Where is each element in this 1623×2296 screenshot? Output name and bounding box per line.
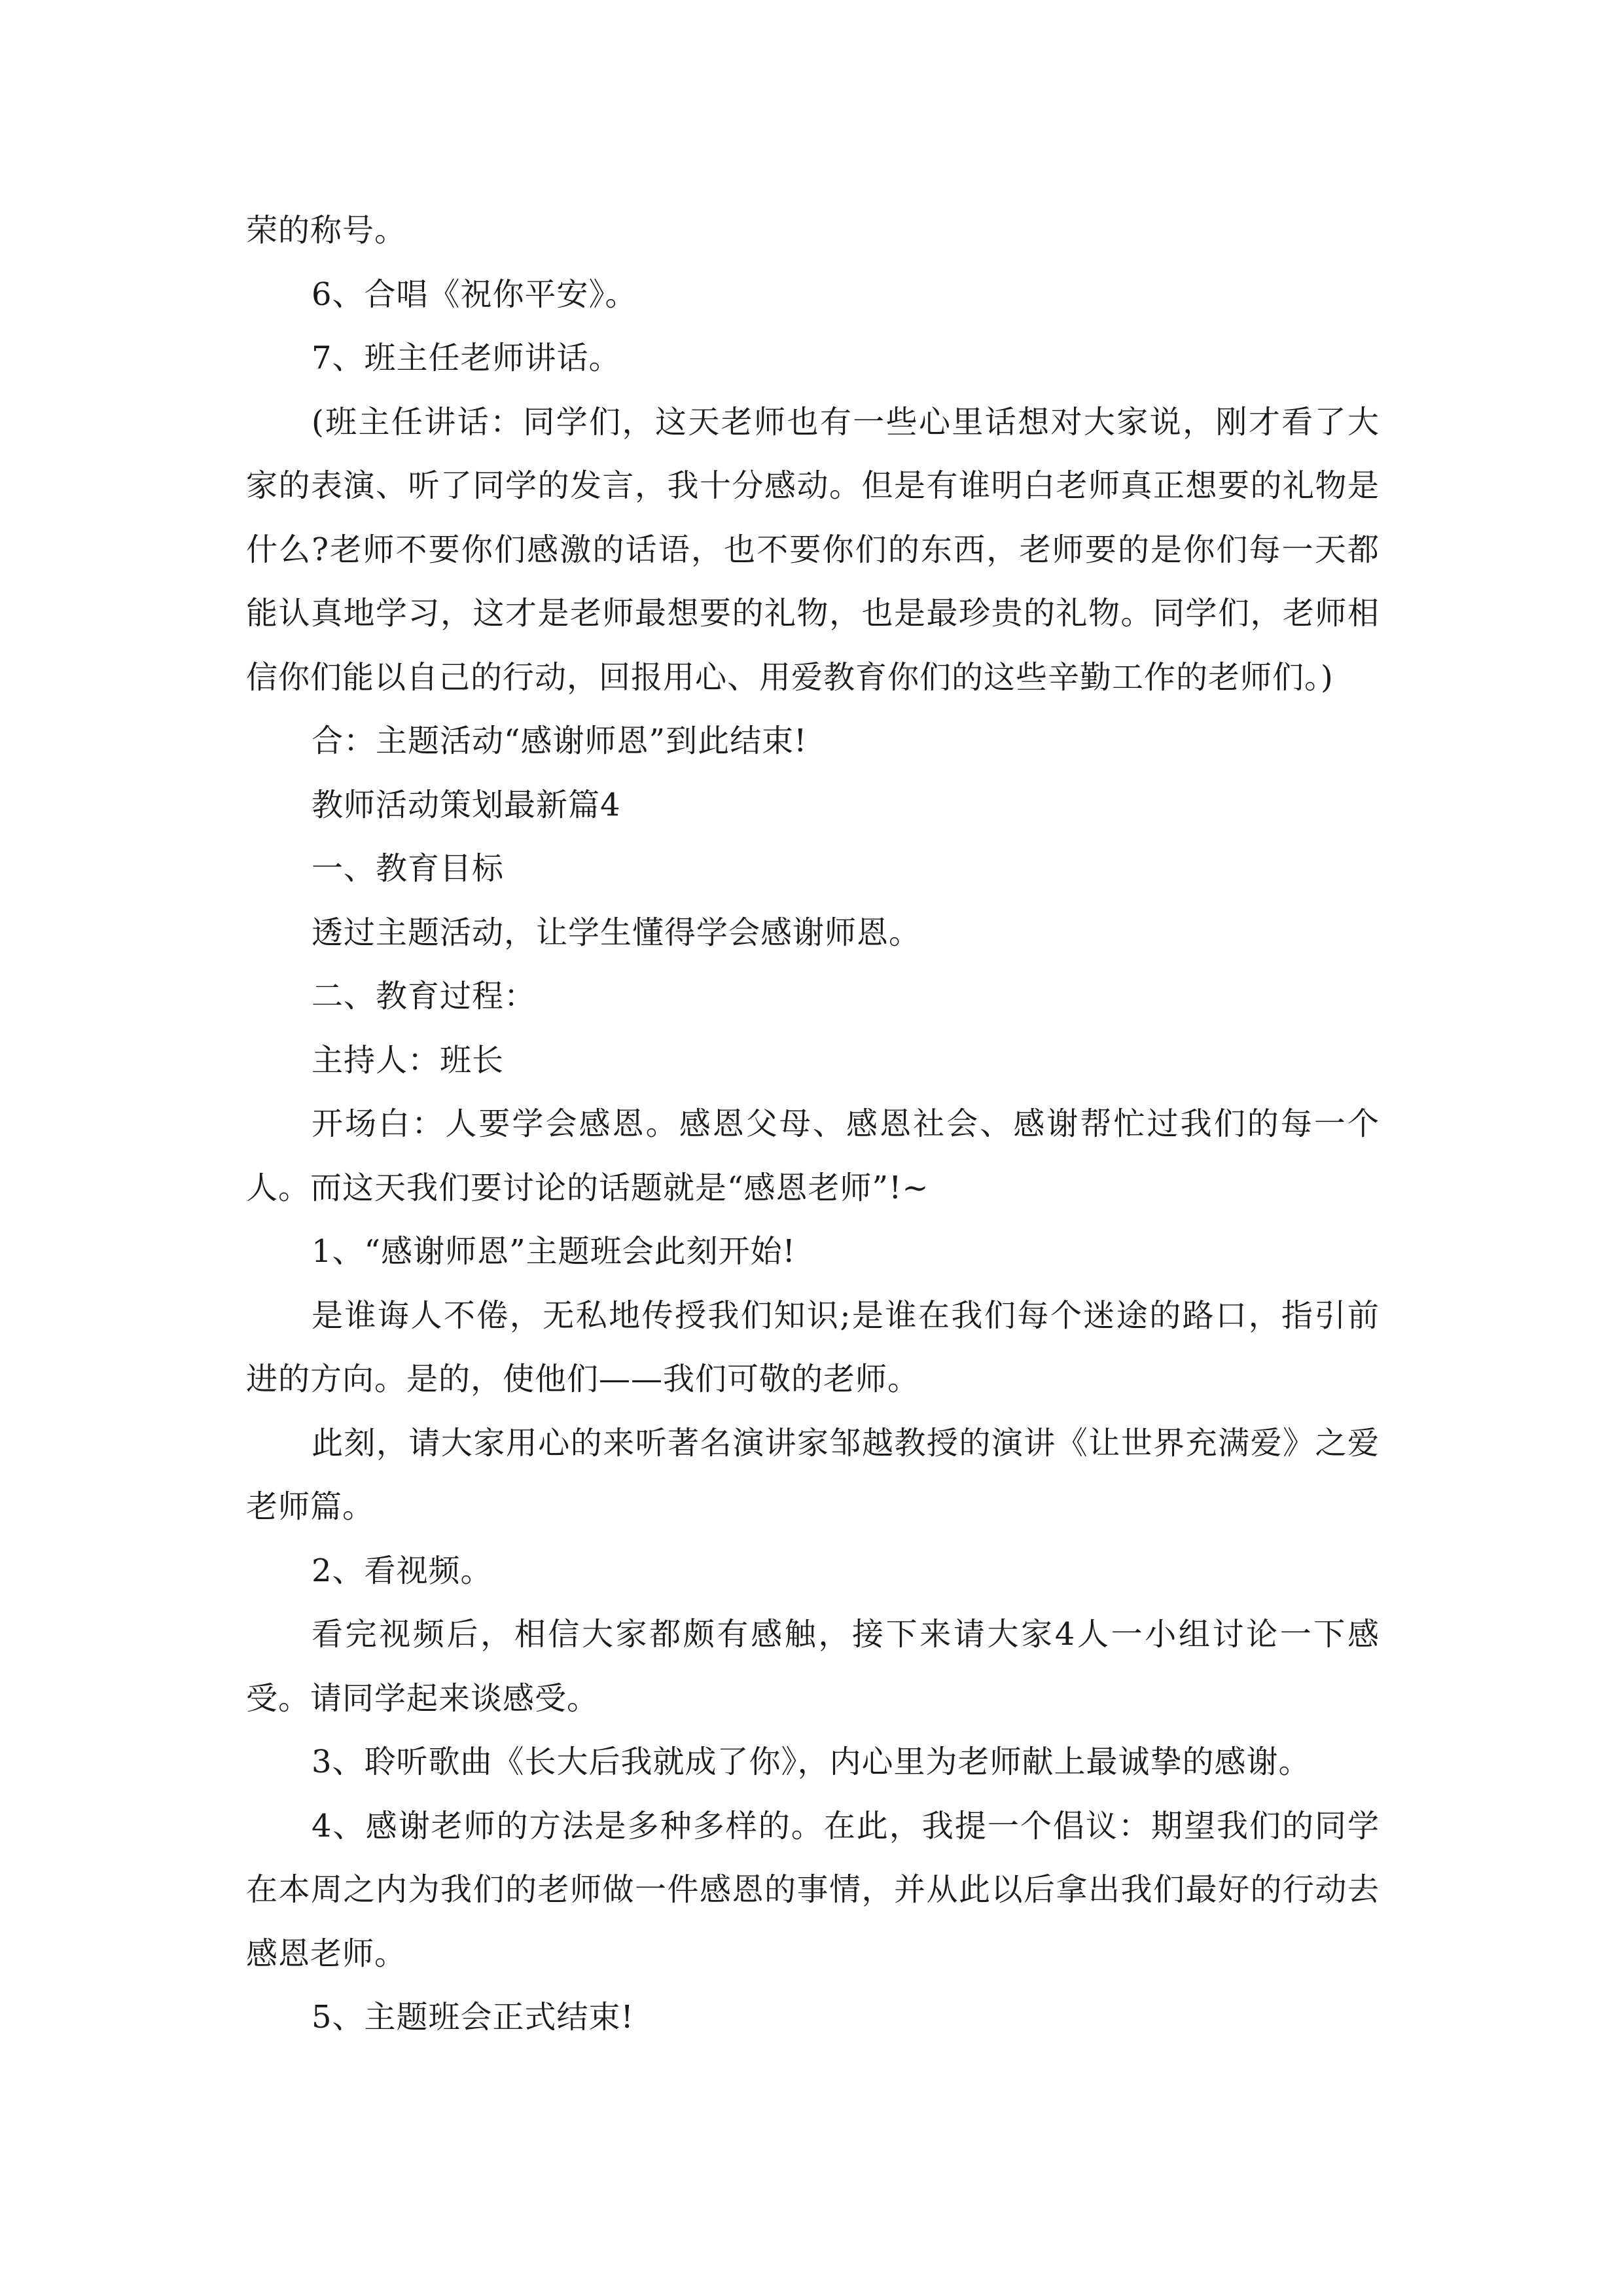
paragraph-8: 透过主题活动，让学生懂得学会感谢师恩。	[312, 914, 921, 951]
paragraph-17: 3、聆听歌曲《长大后我就成了你》，内心里为老师献上最诚挚的感谢。	[312, 1744, 1311, 1780]
paragraph-12: 1、“感谢师恩”主题班会此刻开始!	[312, 1233, 796, 1270]
paragraph-2: 6、合唱《祝你平安》。	[312, 276, 637, 313]
paragraph-1: 荣的称号。	[246, 212, 407, 249]
paragraph-15: 2、看视频。	[312, 1552, 493, 1589]
paragraph-11: 开场白：人要学会感恩。感恩父母、感恩社会、感谢帮忙过我们的每一个人。而这天我们要讨论的话题就是“感恩老师”!~	[246, 1105, 1380, 1206]
paragraph-7: 一、教育目标	[312, 850, 505, 887]
section-heading: 教师活动策划最新篇4	[312, 786, 621, 823]
paragraph-13: 是谁诲人不倦，无私地传授我们知识;是谁在我们每个迷途的路口，指引前进的方向。是的，使他们——我们可敬的老师。	[246, 1297, 1380, 1397]
paragraph-4: (班主任讲话：同学们，这天老师也有一些心里话想对大家说，刚才看了大家的表演、听了同学的发言，我十分感动。但是有谁明白老师真正想要的礼物是什么?老师不要你们感激的话语，也不要你们的东西，老师要的是你们每一天都能认真地学习，这才是老师最想要的礼物，也是最珍贵的礼物。同学们，老师相信你们能以自己的行动，回报用心、用爱教育你们的这些辛勤工作的老师们。)	[246, 403, 1380, 696]
paragraph-5: 合：主题活动“感谢师恩”到此结束!	[312, 723, 808, 759]
paragraph-10: 主持人：班长	[312, 1041, 505, 1079]
paragraph-3: 7、班主任老师讲话。	[312, 340, 621, 376]
paragraph-16: 看完视频后，相信大家都颇有感触，接下来请大家4人一小组讨论一下感受。请同学起来谈感受。	[246, 1616, 1380, 1717]
document-body	[246, 199, 1380, 2050]
paragraph-19: 5、主题班会正式结束!	[312, 1999, 634, 2036]
paragraph-9: 二、教育过程：	[312, 978, 537, 1014]
paragraph-14: 此刻，请大家用心的来听著名演讲家邹越教授的演讲《让世界充满爱》之爱老师篇。	[246, 1424, 1380, 1525]
paragraph-18: 4、感谢老师的方法是多种多样的。在此，我提一个倡议：期望我们的同学在本周之内为我们的老师做一件感恩的事情，并从此以后拿出我们最好的行动去感恩老师。	[246, 1807, 1380, 1972]
